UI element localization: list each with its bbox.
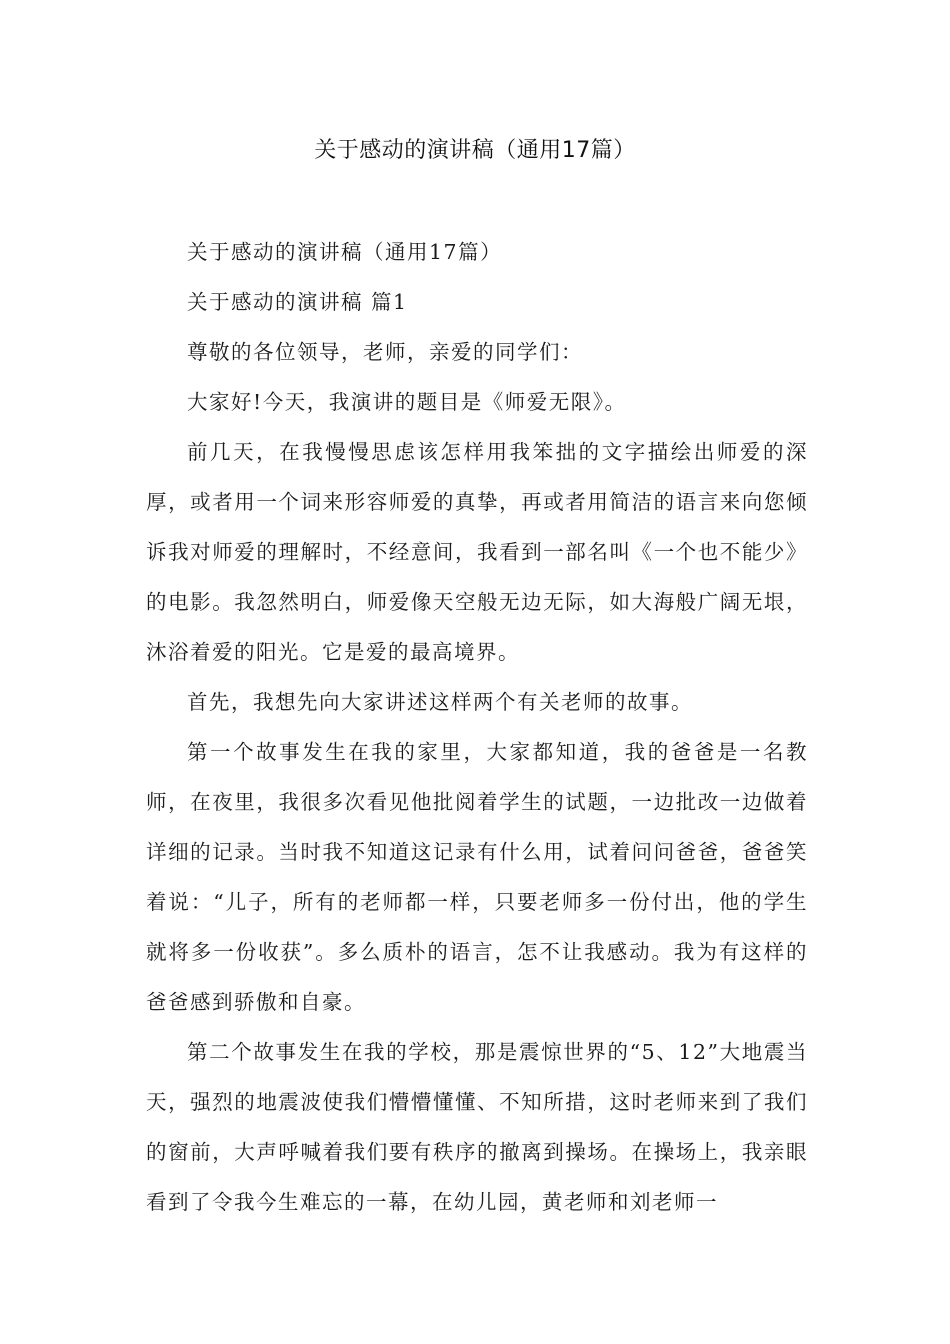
paragraph-section-heading: 关于感动的演讲稿 篇1 [187,290,408,314]
paragraph-greeting: 大家好!今天，我演讲的题目是《师爱无限》。 [187,390,627,414]
paragraph-body: 首先，我想先向大家讲述这样两个有关老师的故事。 [187,690,693,714]
document-body [146,227,808,1227]
paragraph-body: 前几天，在我慢慢思虑该怎样用我笨拙的文字描绘出师爱的深厚，或者用一个词来形容师爱的真挚，再或者用简洁的语言来向您倾诉我对师爱的理解时，不经意间，我看到一部名叫《一个也不能少》的电影。我忽然明白，师爱像天空般无边无际，如大海般广阔无垠，沐浴着爱的阳光。它是爱的最高境界。 [146,440,808,664]
paragraph-subtitle: 关于感动的演讲稿（通用17篇） [187,240,503,264]
paragraph-body: 第一个故事发生在我的家里，大家都知道，我的爸爸是一名教师，在夜里，我很多次看见他批阅着学生的试题，一边批改一边做着详细的记录。当时我不知道这记录有什么用，试着问问爸爸，爸爸笑着说：“儿子，所有的老师都一样，只要老师多一份付出，他的学生就将多一份收获”。多么质朴的语言，怎不让我感动。我为有这样的爸爸感到骄傲和自豪。 [146,740,808,1014]
document-title: 关于感动的演讲稿（通用17篇） [314,138,636,163]
paragraph-salutation: 尊敬的各位领导，老师，亲爱的同学们： [187,340,583,364]
paragraph-body: 第二个故事发生在我的学校，那是震惊世界的“5、12”大地震当天，强烈的地震波使我们懵懵懂懂、不知所措，这时老师来到了我们的窗前，大声呼喊着我们要有秩序的撤离到操场。在操场上，我亲眼看到了令我今生难忘的一幕，在幼儿园，黄老师和刘老师一 [146,1040,808,1214]
